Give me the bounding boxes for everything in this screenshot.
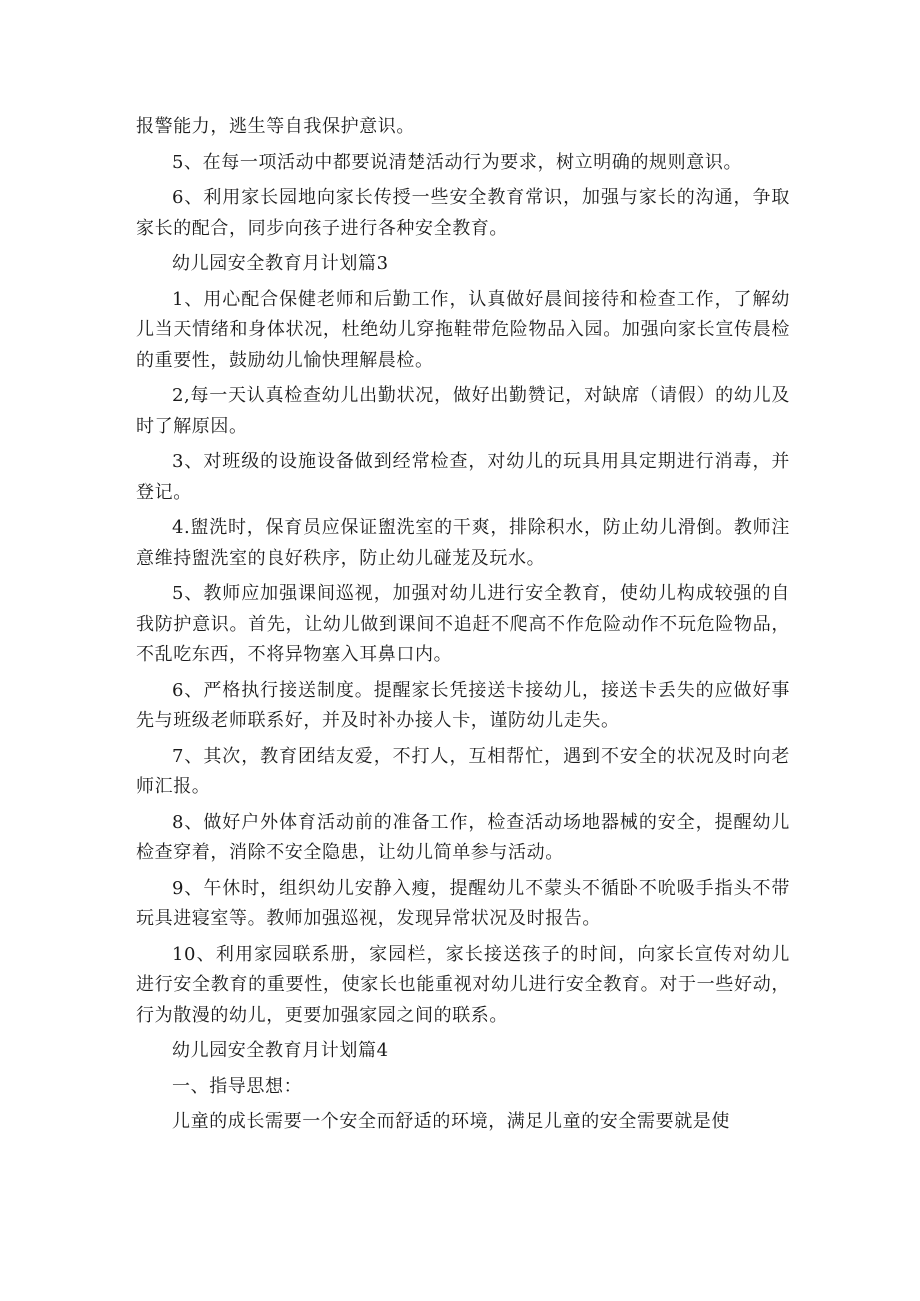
list-item-10-home-school: 10、利用家园联系册，家园栏，家长接送孩子的时间，向家长宣传对幼儿进行安全教育的重要性，使家长也能重视对幼儿进行安全教育。对于一些好动，行为散漫的幼儿，更要加强家园之间的联系。 — [136, 943, 790, 1026]
section-heading-part-4: 幼儿园安全教育月计划篇4 — [172, 1040, 389, 1061]
list-item-5-rules: 5、在每一项活动中都要说清楚活动行为要求，树立明确的规则意识。 — [172, 151, 743, 173]
section-heading-part-3: 幼儿园安全教育月计划篇3 — [172, 253, 389, 274]
subheading-guiding-thought: 一、指导思想： — [172, 1075, 303, 1097]
document-body — [136, 112, 790, 1143]
list-item-8-outdoor: 8、做好户外体育活动前的准备工作，检查活动场地器械的安全，提醒幼儿检查穿着，消除不安全隐患，让幼儿简单参与活动。 — [136, 811, 790, 863]
paragraph-intro: 儿童的成长需要一个安全而舒适的环境，满足儿童的安全需要就是使 — [172, 1111, 730, 1132]
list-item-3-facilities: 3、对班级的设施设备做到经常检查，对幼儿的玩具用具定期进行消毒，并登记。 — [136, 451, 790, 503]
list-item-2-attendance: 2,每一天认真检查幼儿出勤状况，做好出勤赞记，对缺席（请假）的幼儿及时了解原因。 — [136, 385, 790, 437]
list-item-7-unity: 7、其次，教育团结友爱，不打人，互相帮忙，遇到不安全的状况及时向老师汇报。 — [136, 745, 790, 797]
list-item-6-parents: 6、利用家长园地向家长传授一些安全教育常识，加强与家长的沟通，争取家长的配合，同步向孩子进行各种安全教育。 — [136, 187, 790, 239]
list-item-6-pickup: 6、严格执行接送制度。提醒家长凭接送卡接幼儿，接送卡丢失的应做好事先与班级老师联系好，并及时补办接人卡，谨防幼儿走失。 — [136, 679, 790, 731]
list-item-4-washroom: 4.盥洗时，保育员应保证盥洗室的干爽，排除积水，防止幼儿滑倒。教师注意维持盥洗室的良好秩序，防止幼儿碰茏及玩水。 — [136, 517, 790, 569]
list-item-1-morning-check: 1、用心配合保健老师和后勤工作，认真做好晨间接待和检查工作，了解幼儿当天情绪和身体状况，杜绝幼儿穿拖鞋带危险物品入园。加强向家长宣传晨检的重要性，鼓励幼儿愉快理解晨检。 — [136, 288, 790, 371]
paragraph-continuation: 报警能力，逃生等自我保护意识。 — [136, 116, 415, 137]
list-item-5-patrol: 5、教师应加强课间巡视，加强对幼儿进行安全教育，使幼儿构成较强的自我防护意识。首先，让幼儿做到课间不追赶不爬高不作危险动作不玩危险物品，不乱吃东西，不将异物塞入耳鼻口内。 — [136, 583, 790, 665]
list-item-9-nap: 9、午休时，组织幼儿安静入瘦，提醒幼儿不蒙头不循卧不吮吸手指头不带玩具进寝室等。教师加强巡视，发现异常状况及时报告。 — [136, 877, 790, 929]
